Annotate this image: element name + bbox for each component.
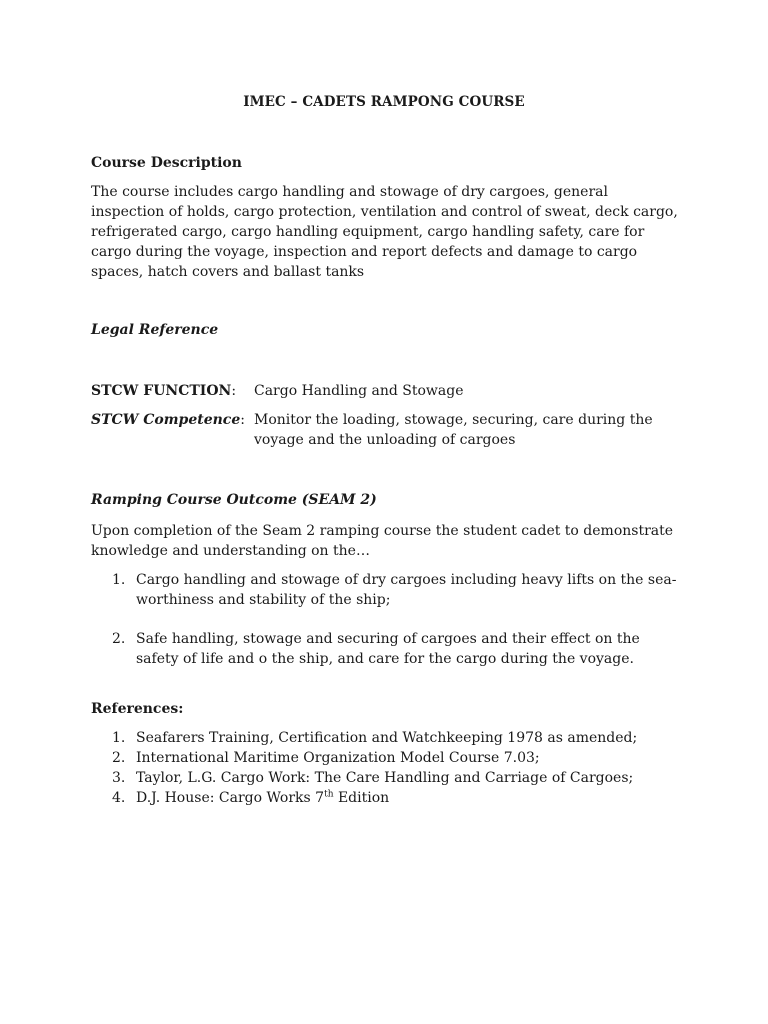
list-item-text: Cargo handling and stowage of dry cargoes including heavy lifts on the sea-worthiness and stability of the ship; — [136, 572, 677, 608]
list-item — [91, 748, 681, 768]
stcw-competence-value: Monitor the loading, stowage, securing, care during the voyage and the unloading of cargoes — [254, 412, 653, 448]
list-item-text: Taylor, L.G. Cargo Work: The Care Handling and Carriage of Cargoes; — [136, 770, 634, 786]
reference-superscript: th — [324, 789, 334, 800]
list-item-text: Seafarers Training, Certification and Watchkeeping 1978 as amended; — [136, 730, 638, 746]
references-list — [91, 728, 681, 808]
list-item-number: 2. — [112, 631, 126, 647]
document-title: IMEC – CADETS RAMPONG COURSE — [243, 94, 525, 110]
stcw-function-value: Cargo Handling and Stowage — [254, 383, 464, 399]
list-item — [91, 768, 681, 788]
list-item-number: 3. — [112, 770, 126, 786]
list-item-text: Safe handling, stowage and securing of cargoes and their effect on the safety of life and o the ship, and care for the cargo during the voyage. — [136, 631, 640, 667]
stcw-function-colon: : — [231, 383, 237, 399]
outcome-list — [91, 570, 681, 669]
list-item-text: International Maritime Organization Model Course 7.03; — [136, 750, 540, 766]
list-item — [91, 629, 681, 669]
list-item — [91, 728, 681, 748]
outcome-heading: Ramping Course Outcome (SEAM 2) — [91, 492, 377, 508]
outcome-intro: Upon completion of the Seam 2 ramping course the student cadet to demonstrate knowledge and understanding on the… — [91, 523, 674, 559]
reference-text-after: Edition — [333, 790, 390, 806]
list-item-number: 2. — [112, 750, 126, 766]
stcw-competence-label: STCW Competence — [91, 412, 241, 428]
list-item-number: 4. — [112, 790, 126, 806]
stcw-function-label-wrap — [91, 381, 251, 401]
references-heading: References: — [91, 701, 184, 717]
course-description-body: The course includes cargo handling and stowage of dry cargoes, general inspection of holds, cargo protection, ventilation and control of sweat, deck cargo, refrigerated cargo, cargo handling equipment, cargo handling safety, care for cargo during the voyage, inspection and report defects and damage to cargo spaces, hatch covers and ballast tanks — [91, 184, 678, 280]
reference-text-before: D.J. House: Cargo Works 7 — [136, 790, 325, 806]
list-item — [91, 788, 681, 808]
stcw-competence-label-wrap — [91, 410, 251, 430]
list-item — [91, 570, 681, 610]
stcw-function-label: STCW FUNCTION — [91, 383, 232, 399]
list-item-number: 1. — [112, 730, 126, 746]
list-item-number: 1. — [112, 572, 126, 588]
course-description-heading: Course Description — [91, 155, 242, 171]
list-item-text — [136, 790, 389, 806]
stcw-competence-colon: : — [240, 412, 245, 428]
legal-reference-heading: Legal Reference — [91, 322, 219, 338]
